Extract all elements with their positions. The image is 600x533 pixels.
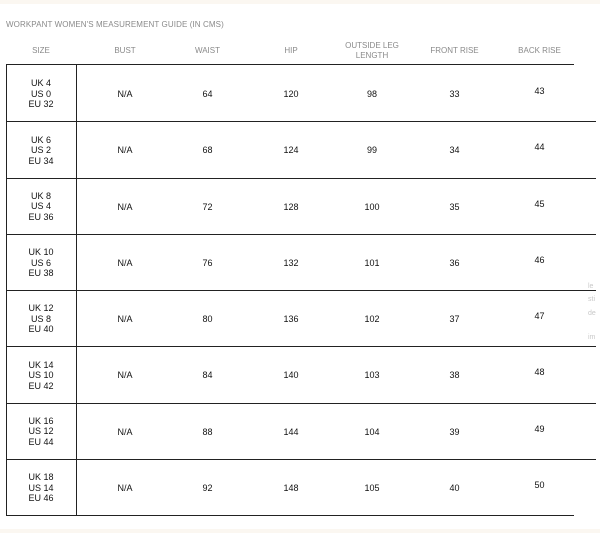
front-rise-value: 39 — [449, 426, 460, 437]
outside-leg-value: 103 — [364, 370, 380, 381]
front-rise-value: 40 — [449, 482, 460, 493]
side-text-fragment: de — [588, 310, 596, 317]
size-cell — [6, 347, 76, 403]
hip-value: 124 — [283, 145, 299, 156]
bust-value: N/A — [117, 370, 133, 381]
table-header-row — [0, 38, 600, 64]
size-us: US 14 — [28, 482, 54, 493]
outside-leg-value: 104 — [364, 426, 380, 437]
table-row — [0, 291, 600, 347]
header-divider — [6, 64, 574, 65]
page-title: WORKPANT WOMEN'S MEASUREMENT GUIDE (IN CMS) — [6, 20, 224, 29]
back-rise-value: 48 — [534, 367, 545, 378]
row-divider — [6, 515, 574, 516]
hip-value: 132 — [283, 257, 299, 268]
size-us: US 8 — [30, 313, 51, 324]
size-uk: UK 10 — [28, 247, 54, 257]
front-rise-value: 38 — [449, 370, 460, 381]
back-rise-value: 43 — [534, 86, 545, 96]
front-rise-value: 35 — [449, 201, 460, 212]
size-uk: UK 8 — [30, 190, 51, 201]
size-cell — [6, 404, 76, 460]
table-row — [0, 404, 600, 460]
back-rise-value: 47 — [534, 311, 545, 321]
back-rise-value: 49 — [534, 423, 545, 434]
size-uk: UK 14 — [28, 359, 54, 370]
waist-value: 72 — [202, 201, 213, 212]
size-cell — [6, 122, 76, 178]
bust-value: N/A — [117, 257, 133, 268]
waist-value: 64 — [202, 89, 213, 99]
side-text-fragment: sti — [588, 296, 595, 303]
front-rise-value: 33 — [449, 89, 460, 99]
size-eu: EU 38 — [28, 268, 54, 278]
size-eu: EU 44 — [28, 436, 54, 447]
hip-value: 144 — [283, 426, 299, 437]
size-us: US 12 — [28, 426, 54, 437]
waist-value: 84 — [202, 370, 213, 381]
size-us: US 10 — [28, 370, 54, 380]
bust-value: N/A — [117, 89, 133, 99]
table-row — [0, 122, 600, 178]
size-us: US 2 — [30, 145, 51, 155]
back-rise-value: 45 — [534, 198, 545, 209]
hip-value: 120 — [283, 89, 299, 99]
front-rise-value: 34 — [449, 145, 460, 156]
back-rise-value: 46 — [534, 254, 545, 265]
size-eu: EU 36 — [28, 211, 54, 222]
size-uk: UK 16 — [28, 415, 54, 426]
bottom-background-strip — [0, 529, 600, 533]
bust-value: N/A — [117, 314, 133, 324]
hip-value: 148 — [283, 482, 299, 493]
size-eu: EU 34 — [28, 155, 54, 166]
size-us: US 0 — [30, 88, 51, 99]
outside-leg-value: 102 — [364, 314, 380, 324]
size-uk: UK 6 — [30, 134, 51, 145]
header-front-rise: FRONT RISE — [430, 46, 479, 55]
header-hip: HIP — [284, 46, 298, 55]
size-column-divider — [76, 64, 77, 516]
outside-leg-value: 105 — [364, 482, 380, 493]
table-row — [0, 179, 600, 235]
size-eu: EU 42 — [28, 380, 54, 391]
bust-value: N/A — [117, 145, 133, 156]
waist-value: 88 — [202, 426, 213, 437]
size-cell — [6, 179, 76, 235]
size-cell — [6, 460, 76, 516]
size-us: US 6 — [30, 257, 51, 268]
side-text-fragment: im — [588, 334, 596, 341]
header-outside-leg-length: OUTSIDE LEG LENGTH — [345, 41, 399, 60]
table-row — [0, 235, 600, 291]
waist-value: 68 — [202, 145, 213, 156]
size-uk: UK 12 — [28, 303, 54, 314]
table-row — [0, 347, 600, 403]
outside-leg-value: 99 — [366, 145, 377, 156]
size-eu: EU 40 — [28, 324, 54, 335]
size-cell — [6, 66, 76, 122]
waist-value: 76 — [202, 257, 213, 268]
outside-leg-value: 101 — [364, 257, 380, 268]
table-row — [0, 460, 600, 516]
header-waist: WAIST — [194, 46, 221, 55]
table-left-border — [6, 64, 7, 516]
size-us: US 4 — [30, 201, 51, 212]
side-text-fragment: le — [588, 283, 594, 290]
hip-value: 128 — [283, 201, 299, 212]
hip-value: 136 — [283, 314, 299, 324]
front-rise-value: 36 — [449, 257, 460, 268]
back-rise-value: 50 — [534, 479, 545, 490]
header-size: SIZE — [32, 46, 50, 55]
outside-leg-value: 98 — [366, 89, 377, 99]
size-uk: UK 4 — [30, 78, 51, 89]
waist-value: 92 — [202, 482, 213, 493]
size-uk: UK 18 — [28, 472, 54, 482]
table-row — [0, 66, 600, 122]
header-bust: BUST — [114, 46, 136, 55]
top-background-strip — [0, 0, 600, 4]
hip-value: 140 — [283, 370, 299, 381]
header-back-rise: BACK RISE — [518, 46, 561, 55]
front-rise-value: 37 — [449, 314, 460, 324]
bust-value: N/A — [117, 482, 133, 493]
outside-leg-value: 100 — [364, 201, 380, 212]
bust-value: N/A — [117, 201, 133, 212]
size-eu: EU 46 — [28, 493, 54, 503]
waist-value: 80 — [202, 314, 213, 324]
size-cell — [6, 235, 76, 291]
size-eu: EU 32 — [28, 99, 54, 110]
size-cell — [6, 291, 76, 347]
bust-value: N/A — [117, 426, 133, 437]
back-rise-value: 44 — [534, 142, 545, 153]
